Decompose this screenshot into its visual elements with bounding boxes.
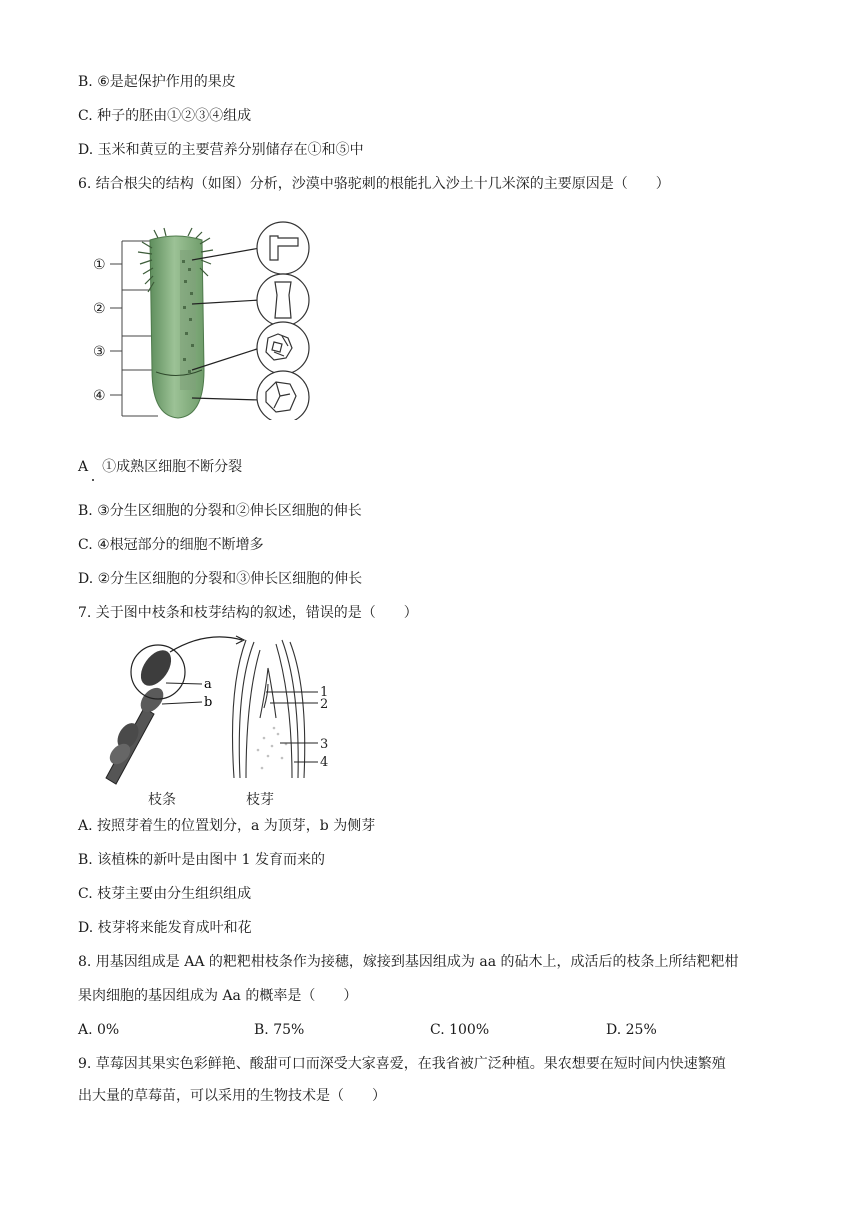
label-4: ④ xyxy=(93,388,106,404)
q6-option-a: A ①成熟区细胞不断分裂 xyxy=(78,459,243,475)
q7-option-b: B. 该植株的新叶是由图中 1 发育而来的 xyxy=(78,852,325,868)
label-2: 2 xyxy=(320,697,329,712)
q8-option-d: D. 25% xyxy=(606,1022,657,1038)
cell-circle-1 xyxy=(257,222,309,274)
label-2: ② xyxy=(93,301,106,317)
label-3: 3 xyxy=(320,737,329,752)
label-a: a xyxy=(204,677,212,692)
q8-option-b: B. 75% xyxy=(254,1022,305,1038)
label-4: 4 xyxy=(320,755,329,770)
q6-option-d: D. ②分生区细胞的分裂和③伸长区细胞的伸长 xyxy=(78,571,363,587)
root-zone-labels xyxy=(93,257,106,404)
q8-stem-line2: 果肉细胞的基因组成为 Aa 的概率是（ ） xyxy=(78,988,358,1004)
caption-branch: 枝条 xyxy=(148,792,176,808)
label-1: 1 xyxy=(320,685,329,700)
q7-option-a: A. 按照芽着生的位置划分，a 为顶芽，b 为侧芽 xyxy=(78,818,376,834)
q8-option-c: C. 100% xyxy=(430,1022,490,1038)
branch-bud-figure xyxy=(96,628,346,812)
q7-option-c: C. 枝芽主要由分生组织组成 xyxy=(78,886,252,902)
q5-option-d: D. 玉米和黄豆的主要营养分别储存在①和⑤中 xyxy=(78,142,364,158)
caption-bud: 枝芽 xyxy=(246,792,274,808)
q5-option-c: C. 种子的胚由①②③④组成 xyxy=(78,108,252,124)
label-1: ① xyxy=(93,257,106,273)
q6-option-c: C. ④根冠部分的细胞不断增多 xyxy=(78,537,264,553)
q5-option-b: B. ⑥是起保护作用的果皮 xyxy=(78,74,236,90)
q7-option-d: D. 枝芽将来能发育成叶和花 xyxy=(78,920,252,936)
q9-stem-line1: 9. 草莓因其果实色彩鲜艳、酸甜可口而深受大家喜爱，在我省被广泛种植。果农想要在短时间内快速繁殖 xyxy=(78,1056,726,1072)
q6-option-a-mark xyxy=(92,479,94,481)
q6-option-b: B. ③分生区细胞的分裂和②伸长区细胞的伸长 xyxy=(78,503,362,519)
q7-stem: 7. 关于图中枝条和枝芽结构的叙述，错误的是（ ） xyxy=(78,605,418,621)
q6-stem: 6. 结合根尖的结构（如图）分析，沙漠中骆驼刺的根能扎入沙土十几米深的主要原因是（ ） xyxy=(78,176,670,192)
q9-stem-line2: 出大量的草莓苗，可以采用的生物技术是（ ） xyxy=(78,1088,386,1104)
bud-section-drawing xyxy=(233,640,305,778)
q8-stem-line1: 8. 用基因组成是 AA 的粑粑柑枝条作为接穗，嫁接到基因组成为 aa 的砧木上，成活后的枝条上所结粑粑柑 xyxy=(78,954,739,970)
cell-circle-3 xyxy=(257,322,309,374)
label-b: b xyxy=(204,695,213,710)
q8-option-a: A. 0% xyxy=(78,1022,120,1038)
branch-drawing xyxy=(106,645,202,784)
label-3: ③ xyxy=(93,344,106,360)
root-tip-figure xyxy=(88,220,318,420)
